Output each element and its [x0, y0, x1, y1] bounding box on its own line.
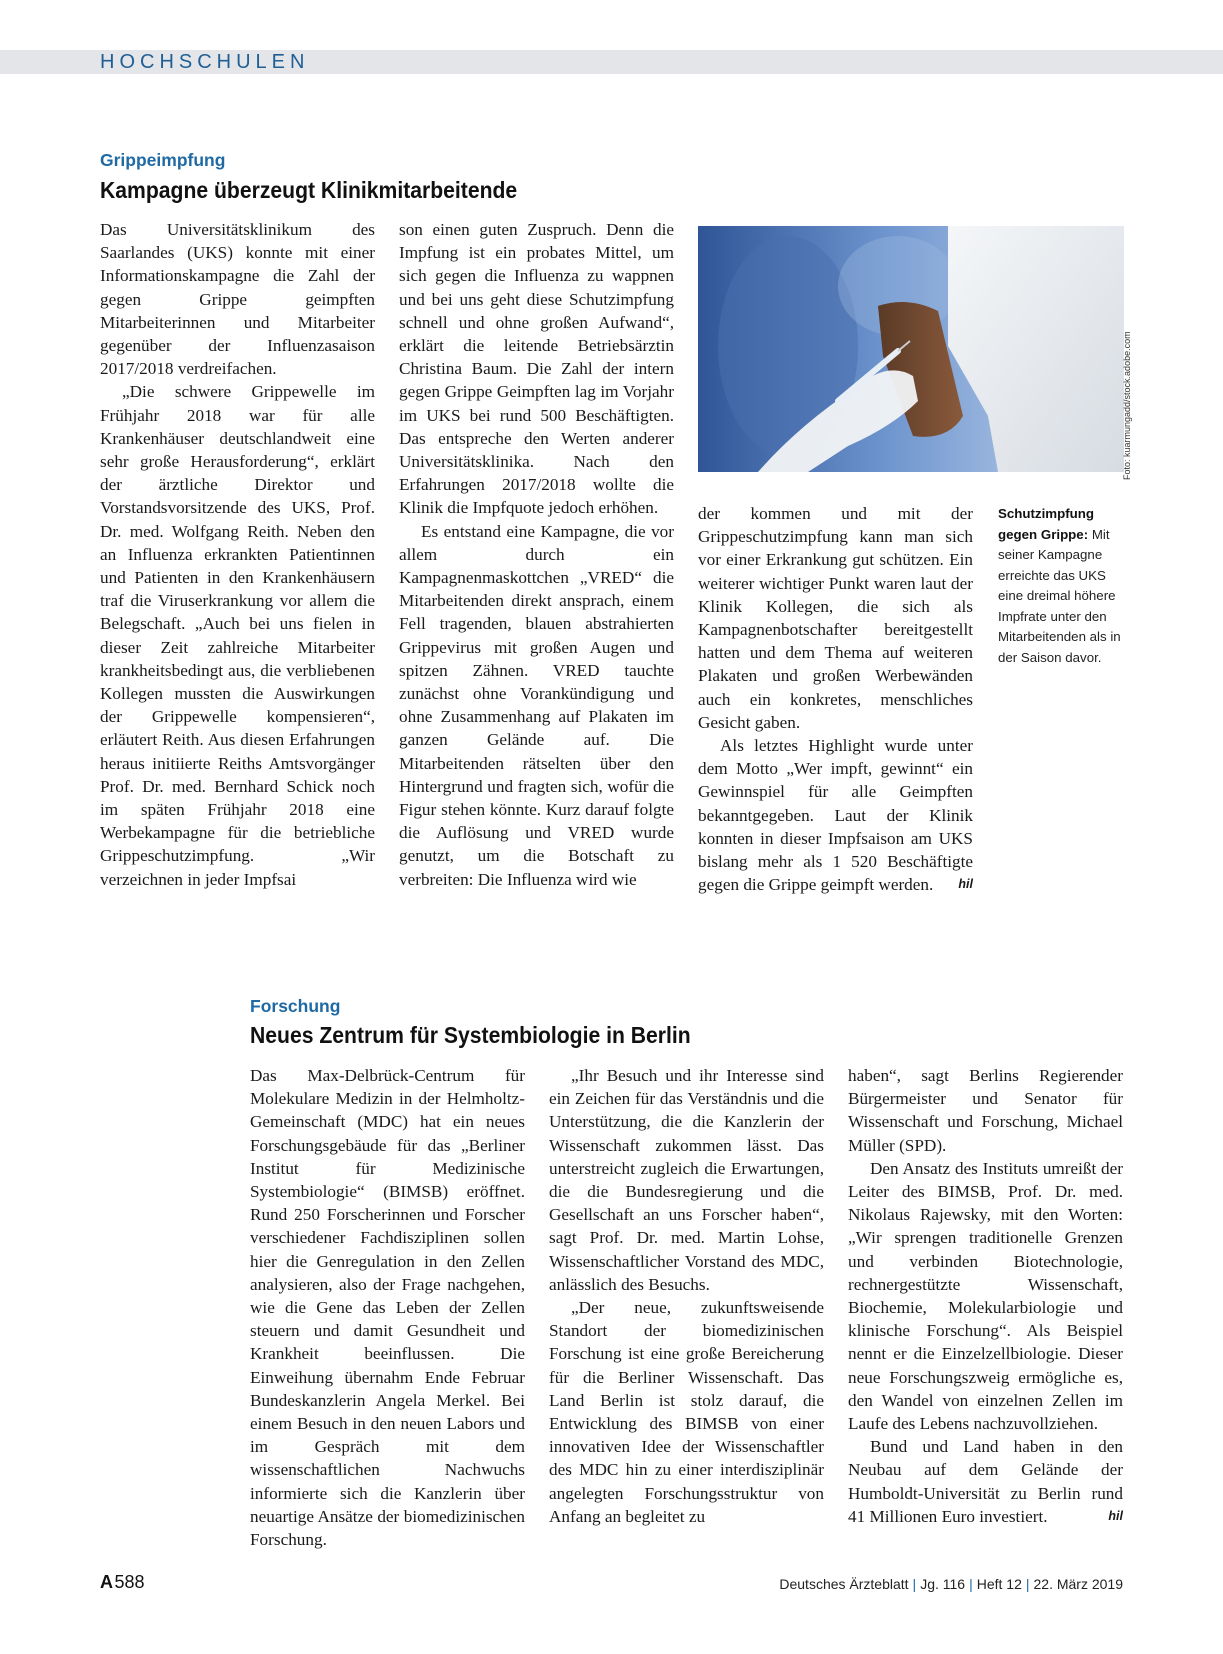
author-signature: hil [1108, 1508, 1123, 1523]
article1-column-3 [698, 502, 973, 896]
article2-column-1 [250, 1064, 525, 1551]
paragraph [698, 734, 973, 896]
photo-caption [998, 504, 1133, 668]
article2-column-2 [549, 1064, 824, 1528]
paragraph: Das Max-Delbrück-Centrum für Molekulare Medizin in der Helmholtz-Gemeinschaft (MDC) hat ein neues Forschungsgebäude für das „Berliner Institut für Medizinische Systembiologie“ (BIMSB) eröffnet. Rund 250 Forscherinnen und Forscher verschiedener Fachdisziplinen sollen hier die Genregulation in den Zellen analysieren, also der Frage nachgehen, wie die Gene das Leben der Zellen steuern und damit Gesundheit und Krankheit beeinflussen. Die Einweihung übernahm Ende Februar Bundeskanzlerin Angela Merkel. Bei einem Besuch in den neuen Labors und im Gespräch mit dem wissenschaftlichen Nachwuchs informierte sich die Kanzlerin über neuartige Ansätze der biomedizinischen Forschung. [250, 1066, 525, 1550]
author-signature: hil [958, 877, 973, 892]
paragraph: „Die schwere Grippewelle im Frühjahr 2018 war für alle Krankenhäuser deutschlandweit eine sehr große Herausforderung“, erklärt der ärztliche Direktor und Vorstandsvorsitzende des UKS, Prof. Dr. med. Wolfgang Reith. Neben den an Influenza erkrankten Patientinnen und Patienten in den Krankenhäusern traf die Viruserkrankung vor allem die Belegschaft. „Auch bei uns fielen in dieser Zeit zahlreiche Mitarbeiter krankheitsbedingt aus, die verbliebenen Kollegen mussten die Auswirkungen der Grippewelle kompensieren“, erläutert Reith. Aus diesen Erfahrungen heraus initiierte Reiths Amtsvorgänger Prof. Dr. med. Bernhard Schick noch im späten Frühjahr 2018 eine Werbekampagne für die betriebliche Grippeschutzimpfung. „Wir verzeichnen in jeder Impfsai [100, 382, 375, 889]
article1-column-2 [399, 218, 674, 891]
article2-headline: Neues Zentrum für Systembiologie in Berlin [250, 1022, 691, 1048]
paragraph: Den Ansatz des Instituts umreißt der Leiter des BIMSB, Prof. Dr. med. Nikolaus Rajewsky, mit den Worten: „Wir sprengen traditionelle Grenzen und verbinden Biotechnologie, rechnergestützte Wissenschaft, Biochemie, Molekularbiologie und klinische Forschung“. Als Beispiel nennt er die Einzelzellbiologie. Dieser neue Forschungszweig ermögliche es, den Wandel von einzelnen Zellen im Laufe des Lebens nachzuvollziehen. [848, 1158, 1123, 1434]
page-number-value: 588 [114, 1572, 145, 1592]
vaccination-photo-illustration [698, 226, 1124, 472]
paragraph: „Ihr Besuch und ihr Interesse sind ein Zeichen für das Verständnis und die Unterstützung, die die Kanzlerin der Wissenschaft zukommen lässt. Das unterstreicht zugleich die Erwartungen, die die Bundesregierung und die Gesellschaft an uns Forscher haben“, sagt Prof. Dr. med. Martin Lohse, Wissenschaftlicher Vorstand des MDC, anlässlich des Besuchs. [549, 1066, 824, 1294]
journal-info [779, 1576, 1123, 1592]
paragraph: „Der neue, zukunftsweisende Standort der biomedizinischen Forschung ist eine große Bereicherung für die Berliner Wissenschaft. Das Land Berlin ist stolz darauf, die Entwicklung des BIMSB von einer innovativen Idee der Wissenschaftler des MDC hin zu einer interdisziplinär angelegten Forschungsstruktur von Anfang an begleitet zu [549, 1298, 824, 1526]
paragraph: haben“, sagt Berlins Regierender Bürgermeister und Senator für Wissenschaft und Forschung, Michael Müller (SPD). [848, 1066, 1123, 1155]
vaccination-photo [698, 226, 1124, 472]
page-prefix: A [100, 1572, 113, 1592]
caption-text: Mit seiner Kampagne erreichte das UKS eine dreimal höhere Impfrate unter den Mitarbeitenden als in der Saison davor. [998, 526, 1121, 665]
caption-bold: Schutzimpfung gegen Grippe: [998, 506, 1095, 542]
article1-headline: Kampagne überzeugt Klinikmitarbeitende [100, 177, 518, 203]
photo-credit: Foto: kuarmungadd/stock.adobe.com [1122, 331, 1132, 480]
section-label: HOCHSCHULEN [100, 51, 310, 73]
paragraph: Es entstand eine Kampagne, die vor allem durch ein Kampagnenmaskottchen „VRED“ die Mitarbeitenden direkt ansprach, einem Fell tragenden, blauen abstrahierten Grippevirus mit großen Augen und spitzen Zähnen. VRED tauchte zunächst ohne Vorankündigung und ohne Zusammenhang auf Plakaten im ganzen Gelände auf. Die Mitarbeitenden rätselten über den Hintergrund und fragten sich, wofür die Figur stehen könnte. Kurz darauf folgte die Auflösung und VRED wurde genutzt, um die Botschaft zu verbreiten: Die Influenza wird wie [399, 521, 674, 889]
article1-kicker: Grippeimpfung [100, 150, 226, 170]
article2-kicker: Forschung [250, 996, 341, 1016]
journal-volume: Jg. 116 [920, 1576, 966, 1592]
separator: | [969, 1576, 973, 1592]
paragraph: Das Universitätsklinikum des Saarlandes (UKS) konnte mit einer Informationskampagne die Zahl der gegen Grippe geimpften Mitarbeiterinnen und Mitarbeiter gegenüber der Influenzasaison 2017/2018 verdreifachen. [100, 220, 375, 379]
journal-issue: Heft 12 [976, 1576, 1022, 1592]
journal-date: 22. März 2019 [1033, 1576, 1123, 1592]
separator: | [1025, 1576, 1030, 1592]
paragraph [848, 1435, 1123, 1528]
article2-column-3 [848, 1064, 1123, 1528]
separator: | [912, 1576, 917, 1592]
paragraph-text: Bund und Land haben in den Neubau auf dem Gelände der Humboldt-Universität zu Berlin rund 41 Millionen Euro investiert. [848, 1437, 1123, 1526]
paragraph: son einen guten Zuspruch. Denn die Impfung ist ein probates Mittel, um sich gegen die Influenza zu wappnen und bei uns geht diese Schutzimpfung schnell und ohne großen Aufwand“, erklärt die leitende Betriebsärztin Christina Baum. Die Zahl der intern gegen Grippe Geimpften lag im Vorjahr im UKS bei rund 500 Beschäftigten. Das entspreche den Werten anderer Universitätsklinika. Nach den Erfahrungen 2017/2018 wollte die Klinik die Impfquote jedoch erhöhen. [399, 220, 674, 518]
journal-name: Deutsches Ärzteblatt [779, 1576, 909, 1592]
article1-column-1 [100, 218, 375, 891]
paragraph: der kommen und mit der Grippeschutzimpfung kann man sich vor einer Erkrankung gut schützen. Ein weiterer wichtiger Punkt waren laut der Klinik Kollegen, die sich als Kampagnenbotschafter bereitgestellt hatten und dem Thema auf weiteren Plakaten und großen Werbewänden auch ein konkretes, menschliches Gesicht gaben. [698, 504, 973, 732]
paragraph-text: Als letztes Highlight wurde unter dem Motto „Wer impft, gewinnt“ ein Gewinnspiel für alle Geimpften bekanntgegeben. Laut der Klinik konnten in dieser Impfsaison am UKS bislang mehr als 1 520 Beschäftigte gegen die Grippe geimpft werden. [698, 736, 973, 895]
page-number [100, 1572, 145, 1593]
